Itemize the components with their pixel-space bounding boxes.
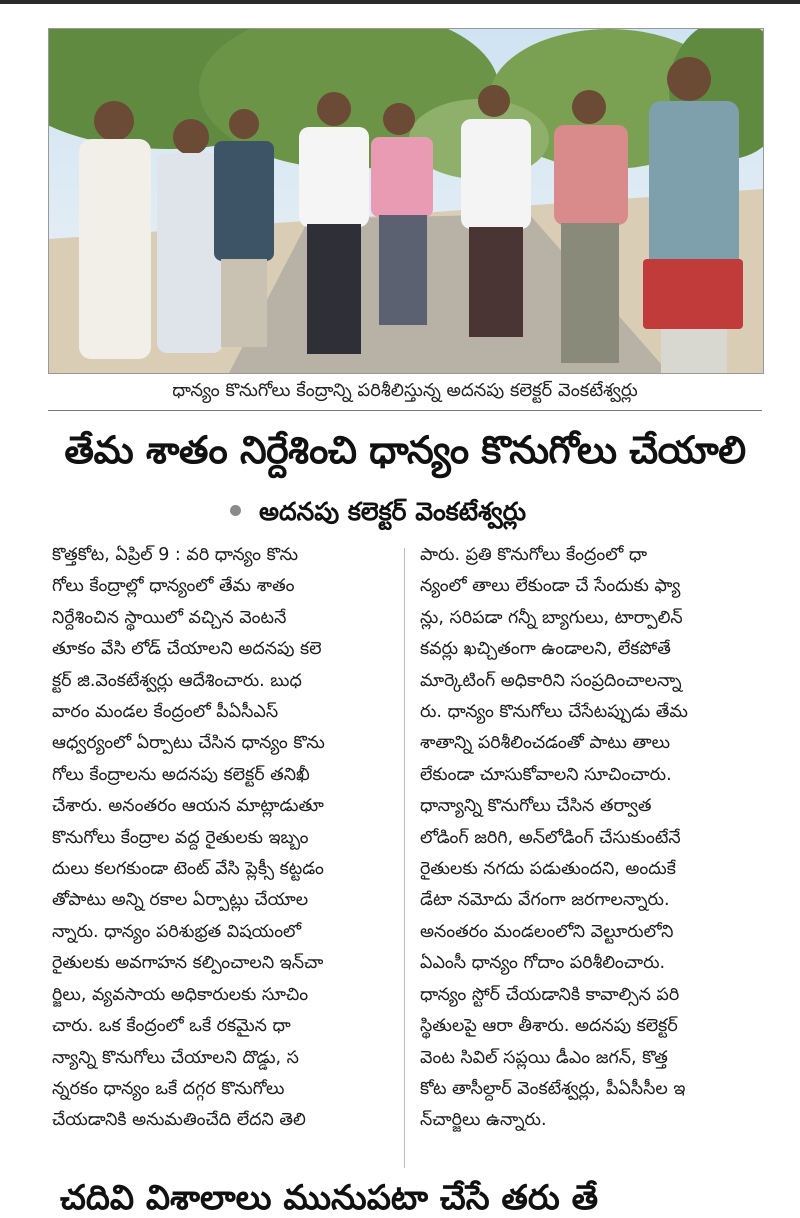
text-line: శాతాన్ని పరిశీలించడంతో పాటు తాలు (420, 733, 671, 754)
text-line: గోలు కేంద్రాలను అదనపు కలెక్టర్ తనిఖీ (52, 764, 310, 785)
text-line: రు. ధాన్యం కొనుగోలు చేసేటప్పుడు తేమ (420, 702, 688, 723)
top-rule (0, 0, 800, 4)
text-line: నిర్దేశించిన స్థాయిలో వచ్చిన వెంటనే (52, 607, 287, 628)
text-line: ఆధ్వర్యంలో ఏర్పాటు చేసిన ధాన్యం కొను (52, 733, 325, 754)
next-article-headline: చదివి విశాలాలు మునుపటా చేసే తరు తే (60, 1178, 599, 1218)
text-line: కొత్తకోట, ఏప్రిల్ 9 : వరి ధాన్యం కొను (52, 545, 299, 565)
byline (230, 492, 660, 532)
text-line: న్నారు. ధాన్యం పరిశుభ్రత విషయంలో (52, 921, 302, 942)
text-line: ధాన్యాన్ని కొనుగోలు చేసిన తర్వాత (420, 796, 652, 817)
text-line: చేశారు. అనంతరం ఆయన మాట్లాడుతూ (52, 796, 324, 817)
text-line: దులు కలగకుండా టెంట్ వేసి ప్లెక్సీ కట్టడం (52, 859, 324, 880)
text-line: ఏఎంసీ ధాన్యం గోదాం పరిశీలించారు. (420, 953, 666, 974)
text-line: ధాన్యం స్టోర్ చేయడానికి కావాల్సిన పరి (420, 984, 680, 1005)
text-line: కోట తాసీల్దార్ వెంకటేశ్వర్లు, పీఏసీసీల ఇ (420, 1078, 686, 1099)
news-photo-illustration (49, 29, 763, 373)
text-line: వారం మండల కేంద్రంలో పీఏసీఎస్ (52, 702, 279, 723)
bullet-dot-icon (230, 505, 241, 516)
text-line: స్థితులపై ఆరా తీశారు. అదనపు కలెక్టర్ (420, 1016, 678, 1037)
text-line: న్యాన్ని కొనుగోలు చేయాలని దొడ్డు, స (52, 1047, 299, 1068)
text-line: కవర్లు ఖచ్చితంగా ఉండాలని, లేకపోతే (420, 639, 671, 660)
text-line: రైతులకు నగదు పడుతుందని, అందుకే (420, 859, 676, 880)
text-line: చేయడానికి అనుమతించేది లేదని తెలి (52, 1110, 306, 1131)
article-column-left (52, 540, 394, 1172)
text-line: న్యంలో తాలు లేకుండా చే సేందుకు ఫ్యా (420, 576, 681, 597)
article-headline: తేమ శాతం నిర్దేశించి ధాన్యం కొనుగోలు చేయాలి (64, 428, 746, 472)
text-line: గోలు కేంద్రాల్లో ధాన్యంలో తేమ శాతం (52, 576, 295, 597)
text-line: మార్కెటింగ్ అధికారిని సంప్రదించాలన్నా (420, 670, 682, 691)
byline-text: అదనపు కలెక్టర్ వెంకటేశ్వర్లు (259, 497, 527, 526)
text-line: అనంతరం మండలంలోని వెల్టూరులోని (420, 921, 674, 942)
text-line: ర్జిలు, వ్యవసాయ అధికారులకు సూచిం (52, 984, 309, 1005)
text-line: లోడింగ్ జరిగి, అన్‌లోడింగ్ చేసుకుంటేనే (420, 827, 681, 848)
news-photo (48, 28, 764, 374)
text-line: న్లు, సరిపడా గన్నీ బ్యాగులు, టార్పాలిన్ (420, 607, 683, 628)
text-line: న్నరకం ధాన్యం ఒకే దగ్గర కొనుగోలు (52, 1078, 285, 1099)
caption-rule (48, 410, 762, 411)
column-divider (404, 548, 405, 1168)
text-line: క్టర్ జి.వెంకటేశ్వర్లు ఆదేశించారు. బుధ (52, 670, 302, 691)
text-line: పారు. ప్రతి కొనుగోలు కేంద్రంలో ధా (420, 545, 648, 565)
text-line: తూకం వేసి లోడ్ చేయాలని అదనపు కలె (52, 639, 322, 660)
photo-caption: ధాన్యం కొనుగోలు కేంద్రాన్ని పరిశీలిస్తున్న అదనపు కలెక్టర్ వెంకటేశ్వర్లు (172, 380, 638, 401)
text-line: చారు. ఒక కేంద్రంలో ఒకే రకమైన ధా (52, 1016, 291, 1037)
text-line: లేకుండా చూసుకోవాలని సూచించారు. (420, 764, 672, 785)
article-column-right (420, 540, 762, 1172)
text-line: న్‌చార్జిలు ఉన్నారు. (420, 1110, 547, 1131)
text-line: డేటా నమోదు వేగంగా జరగాలన్నారు. (420, 890, 670, 911)
text-line: తోపాటు అన్ని రకాల ఏర్పాట్లు చేయాల (52, 890, 309, 911)
text-line: వెంట సివిల్ సప్లయి డీఎం జగన్, కొత్త (420, 1047, 668, 1068)
text-line: రైతులకు అవగాహన కల్పించాలని ఇన్‌చా (52, 953, 324, 974)
text-line: కొనుగోలు కేంద్రాల వద్ద రైతులకు ఇబ్బం (52, 827, 309, 848)
